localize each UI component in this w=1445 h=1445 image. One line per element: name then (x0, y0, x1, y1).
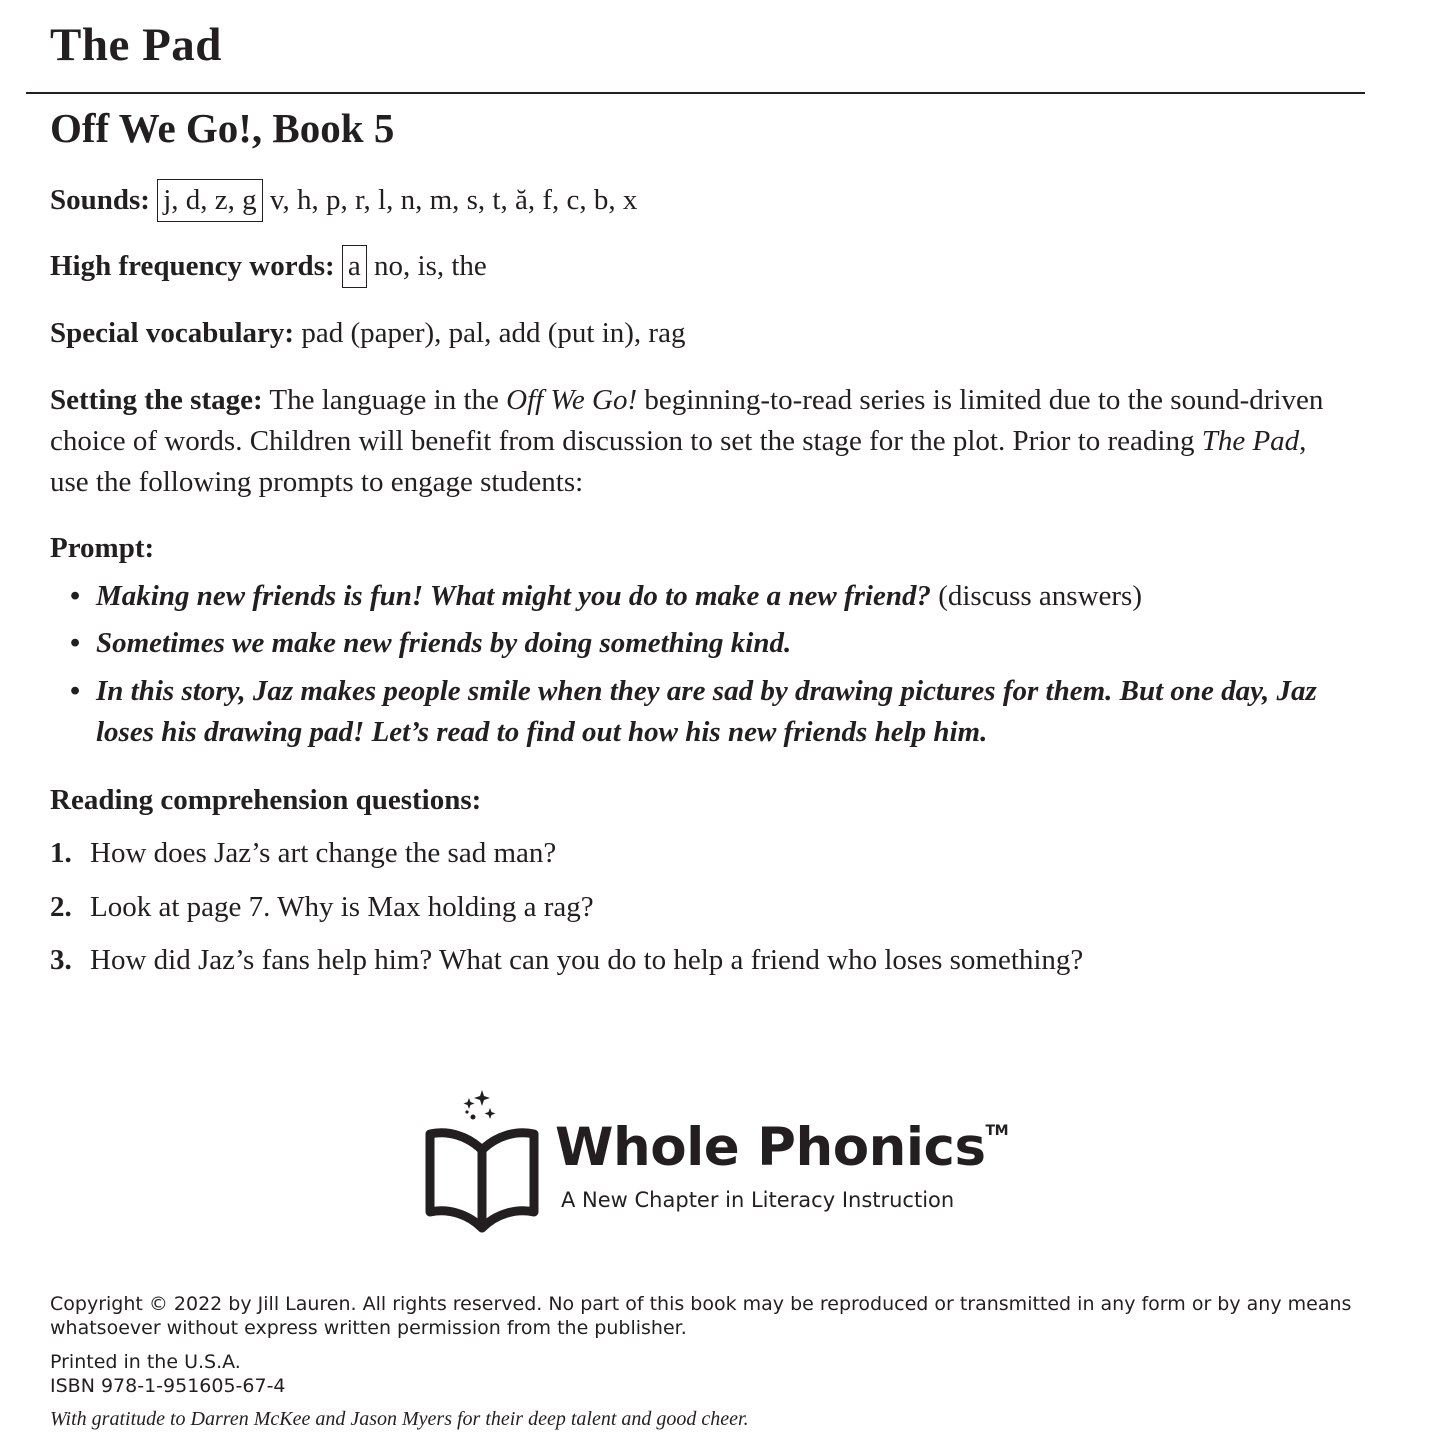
prompt-label: Prompt: (50, 532, 155, 564)
question-number: 3. (50, 944, 72, 976)
prompt-bold-text: Making new friends is fun! What might you do to make a new friend? (96, 580, 931, 612)
sounds-boxed: j, d, z, g (157, 179, 262, 222)
sounds-rest: v, h, p, r, l, n, m, s, t, ă, f, c, b, x (269, 184, 638, 216)
question-item (50, 889, 594, 925)
special-vocab-text: pad (paper), pal, add (put in), rag (301, 317, 686, 349)
question-text: How does Jaz’s art change the sad man? (90, 837, 557, 869)
comprehension-label: Reading comprehension questions: (50, 784, 482, 816)
brand-text: Whole Phonics (555, 1117, 986, 1178)
special-vocab-label: Special vocabulary: (50, 317, 295, 349)
setting-text-2: beginning-to-read series is limited due to the sound-driven choice of words. Children will benefit from discussion to set the stage for the plot. Prior to reading (50, 384, 1324, 457)
high-frequency-rest: no, is, the (374, 250, 487, 282)
trademark-mark: TM (985, 1123, 1009, 1139)
question-number: 1. (50, 837, 72, 869)
high-frequency-label: High frequency words: (50, 250, 335, 282)
copyright-notice: Copyright © 2022 by Jill Lauren. All rights reserved. No part of this book may be reproduced or transmitted in any form or by any means whatsoever without express written permission from the publisher. (50, 1293, 1352, 1339)
open-book-sparkles-icon (420, 1088, 545, 1233)
book-title: The Pad (1201, 425, 1300, 457)
setting-text-3: , use the following prompts to engage students: (50, 425, 1307, 498)
bullet-icon: • (70, 627, 81, 659)
high-frequency-boxed: a (342, 245, 367, 288)
bullet-icon: • (70, 580, 81, 612)
prompt-item (70, 623, 1370, 664)
book-subtitle: Off We Go!, Book 5 (50, 105, 395, 151)
prompt-bold-text: Sometimes we make new friends by doing something kind. (96, 627, 792, 659)
setting-text-1: The language in the (269, 384, 499, 416)
question-number: 2. (50, 891, 72, 923)
prompt-item (70, 671, 1370, 753)
prompt-item (70, 576, 1370, 617)
sounds-line (50, 182, 637, 218)
high-frequency-line (50, 248, 487, 284)
brand-tagline: A New Chapter in Literacy Instruction (561, 1188, 955, 1212)
setting-label: Setting the stage: (50, 384, 263, 416)
page-title: The Pad (50, 19, 222, 71)
setting-paragraph (50, 380, 1350, 503)
question-item (50, 942, 1083, 978)
prompt-plain-text: (discuss answers) (938, 580, 1142, 612)
bullet-icon: • (70, 675, 81, 707)
prompt-bold-text: In this story, Jaz makes people smile when they are sad by drawing pictures for them. But one day, Jaz loses his drawing pad! Let’s read to find out how his new friends help him. (96, 675, 1317, 748)
series-title: Off We Go! (506, 384, 638, 416)
question-text: Look at page 7. Why is Max holding a rag? (90, 891, 594, 923)
question-item (50, 835, 556, 871)
acknowledgment: With gratitude to Darren McKee and Jason Myers for their deep talent and good cheer. (50, 1408, 749, 1430)
special-vocab-line (50, 315, 685, 351)
printed-in: Printed in the U.S.A. (50, 1351, 241, 1373)
brand-name (555, 1117, 1008, 1178)
title-divider (26, 92, 1365, 94)
sounds-label: Sounds: (50, 184, 150, 216)
question-text: How did Jaz’s fans help him? What can you do to help a friend who loses something? (90, 944, 1084, 976)
isbn: ISBN 978-1-951605-67-4 (50, 1375, 286, 1397)
